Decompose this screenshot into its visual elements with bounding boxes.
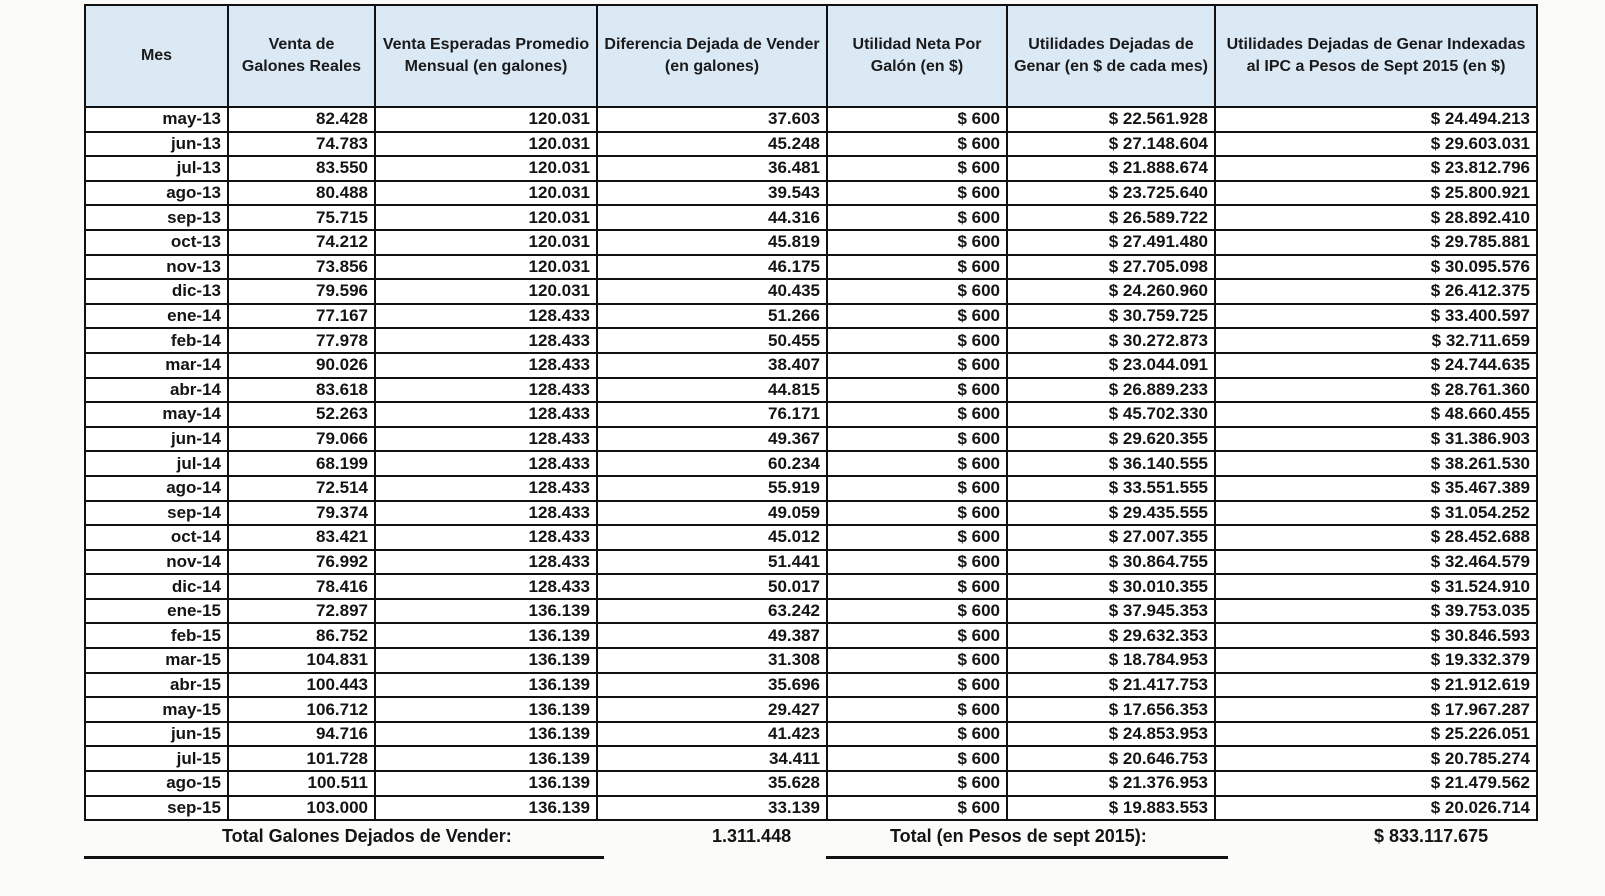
cell-diferencia: 49.059 xyxy=(597,501,827,526)
cell-utilidades-indexadas: $ 20.026.714 xyxy=(1215,796,1537,821)
cell-utilidad-neta: $ 600 xyxy=(827,255,1007,280)
cell-mes: oct-13 xyxy=(85,230,228,255)
cell-diferencia: 76.171 xyxy=(597,402,827,427)
cell-venta-galones-reales: 100.443 xyxy=(228,673,375,698)
totals-row xyxy=(84,822,1536,872)
table-row xyxy=(85,181,1537,206)
total-gallons-underline xyxy=(84,856,604,859)
cell-utilidades-indexadas: $ 17.967.287 xyxy=(1215,697,1537,722)
cell-utilidades-dejadas: $ 18.784.953 xyxy=(1007,648,1215,673)
cell-venta-galones-reales: 106.712 xyxy=(228,697,375,722)
cell-diferencia: 60.234 xyxy=(597,451,827,476)
cell-utilidades-dejadas: $ 24.260.960 xyxy=(1007,279,1215,304)
cell-venta-galones-reales: 72.897 xyxy=(228,599,375,624)
cell-mes: ene-15 xyxy=(85,599,228,624)
cell-diferencia: 45.819 xyxy=(597,230,827,255)
table-row xyxy=(85,255,1537,280)
cell-venta-esperada: 120.031 xyxy=(375,181,597,206)
cell-venta-galones-reales: 101.728 xyxy=(228,746,375,771)
cell-utilidades-dejadas: $ 24.853.953 xyxy=(1007,722,1215,747)
cell-mes: mar-14 xyxy=(85,353,228,378)
table-row xyxy=(85,353,1537,378)
table-row xyxy=(85,132,1537,157)
cell-utilidad-neta: $ 600 xyxy=(827,205,1007,230)
cell-diferencia: 34.411 xyxy=(597,746,827,771)
cell-mes: mar-15 xyxy=(85,648,228,673)
cell-venta-esperada: 128.433 xyxy=(375,550,597,575)
cell-utilidad-neta: $ 600 xyxy=(827,697,1007,722)
cell-diferencia: 55.919 xyxy=(597,476,827,501)
cell-mes: jul-15 xyxy=(85,746,228,771)
cell-utilidades-indexadas: $ 21.479.562 xyxy=(1215,771,1537,796)
cell-venta-galones-reales: 75.715 xyxy=(228,205,375,230)
cell-utilidades-indexadas: $ 26.412.375 xyxy=(1215,279,1537,304)
cell-utilidades-dejadas: $ 26.589.722 xyxy=(1007,205,1215,230)
cell-utilidades-dejadas: $ 37.945.353 xyxy=(1007,599,1215,624)
cell-utilidades-indexadas: $ 24.494.213 xyxy=(1215,107,1537,132)
cell-venta-esperada: 136.139 xyxy=(375,648,597,673)
table-row xyxy=(85,427,1537,452)
cell-utilidades-dejadas: $ 23.725.640 xyxy=(1007,181,1215,206)
table-row xyxy=(85,746,1537,771)
cell-diferencia: 38.407 xyxy=(597,353,827,378)
cell-utilidades-dejadas: $ 30.759.725 xyxy=(1007,304,1215,329)
table-row xyxy=(85,107,1537,132)
cell-utilidad-neta: $ 600 xyxy=(827,402,1007,427)
cell-venta-galones-reales: 72.514 xyxy=(228,476,375,501)
cell-diferencia: 50.017 xyxy=(597,574,827,599)
cell-utilidades-indexadas: $ 32.464.579 xyxy=(1215,550,1537,575)
cell-mes: feb-15 xyxy=(85,623,228,648)
cell-mes: ene-14 xyxy=(85,304,228,329)
cell-mes: jun-13 xyxy=(85,132,228,157)
table-row xyxy=(85,722,1537,747)
cell-diferencia: 39.543 xyxy=(597,181,827,206)
cell-venta-esperada: 136.139 xyxy=(375,697,597,722)
cell-mes: oct-14 xyxy=(85,525,228,550)
cell-utilidades-dejadas: $ 21.888.674 xyxy=(1007,156,1215,181)
cell-venta-esperada: 136.139 xyxy=(375,796,597,821)
cell-utilidades-indexadas: $ 30.846.593 xyxy=(1215,623,1537,648)
cell-utilidades-dejadas: $ 45.702.330 xyxy=(1007,402,1215,427)
cell-mes: jun-15 xyxy=(85,722,228,747)
header-diferencia: Diferencia Dejada de Vender (en galones) xyxy=(597,5,827,107)
cell-utilidades-dejadas: $ 29.620.355 xyxy=(1007,427,1215,452)
cell-venta-esperada: 136.139 xyxy=(375,746,597,771)
cell-venta-galones-reales: 79.596 xyxy=(228,279,375,304)
cell-venta-galones-reales: 82.428 xyxy=(228,107,375,132)
cell-diferencia: 35.628 xyxy=(597,771,827,796)
cell-mes: ago-13 xyxy=(85,181,228,206)
cell-venta-esperada: 120.031 xyxy=(375,156,597,181)
cell-diferencia: 37.603 xyxy=(597,107,827,132)
cell-mes: nov-14 xyxy=(85,550,228,575)
cell-utilidades-dejadas: $ 19.883.553 xyxy=(1007,796,1215,821)
cell-utilidad-neta: $ 600 xyxy=(827,771,1007,796)
cell-utilidad-neta: $ 600 xyxy=(827,525,1007,550)
cell-diferencia: 63.242 xyxy=(597,599,827,624)
cell-venta-esperada: 128.433 xyxy=(375,451,597,476)
table-row xyxy=(85,476,1537,501)
cell-venta-galones-reales: 86.752 xyxy=(228,623,375,648)
cell-mes: may-15 xyxy=(85,697,228,722)
cell-utilidades-indexadas: $ 24.744.635 xyxy=(1215,353,1537,378)
cell-venta-esperada: 136.139 xyxy=(375,599,597,624)
lost-sales-table xyxy=(84,4,1538,821)
cell-venta-esperada: 120.031 xyxy=(375,255,597,280)
cell-diferencia: 33.139 xyxy=(597,796,827,821)
total-pesos-value: $ 833.117.675 xyxy=(1374,826,1489,846)
cell-venta-galones-reales: 80.488 xyxy=(228,181,375,206)
table-row xyxy=(85,205,1537,230)
cell-utilidad-neta: $ 600 xyxy=(827,451,1007,476)
cell-utilidades-dejadas: $ 27.705.098 xyxy=(1007,255,1215,280)
cell-diferencia: 40.435 xyxy=(597,279,827,304)
table-body xyxy=(85,107,1537,820)
table-row xyxy=(85,771,1537,796)
cell-mes: jul-13 xyxy=(85,156,228,181)
table-row xyxy=(85,378,1537,403)
table-row xyxy=(85,599,1537,624)
cell-diferencia: 50.455 xyxy=(597,328,827,353)
cell-venta-esperada: 120.031 xyxy=(375,107,597,132)
cell-venta-galones-reales: 76.992 xyxy=(228,550,375,575)
cell-venta-galones-reales: 78.416 xyxy=(228,574,375,599)
cell-utilidad-neta: $ 600 xyxy=(827,378,1007,403)
cell-utilidades-indexadas: $ 23.812.796 xyxy=(1215,156,1537,181)
cell-venta-galones-reales: 83.618 xyxy=(228,378,375,403)
table-row xyxy=(85,230,1537,255)
table-row xyxy=(85,328,1537,353)
cell-utilidades-dejadas: $ 30.010.355 xyxy=(1007,574,1215,599)
cell-venta-galones-reales: 104.831 xyxy=(228,648,375,673)
cell-utilidades-dejadas: $ 29.632.353 xyxy=(1007,623,1215,648)
cell-utilidades-indexadas: $ 30.095.576 xyxy=(1215,255,1537,280)
cell-utilidades-indexadas: $ 38.261.530 xyxy=(1215,451,1537,476)
cell-diferencia: 44.815 xyxy=(597,378,827,403)
cell-utilidades-indexadas: $ 33.400.597 xyxy=(1215,304,1537,329)
cell-utilidades-indexadas: $ 19.332.379 xyxy=(1215,648,1537,673)
cell-utilidad-neta: $ 600 xyxy=(827,796,1007,821)
cell-venta-esperada: 128.433 xyxy=(375,501,597,526)
cell-utilidades-indexadas: $ 20.785.274 xyxy=(1215,746,1537,771)
cell-utilidades-indexadas: $ 35.467.389 xyxy=(1215,476,1537,501)
cell-utilidades-indexadas: $ 31.386.903 xyxy=(1215,427,1537,452)
cell-utilidades-dejadas: $ 27.148.604 xyxy=(1007,132,1215,157)
table-row xyxy=(85,279,1537,304)
cell-utilidades-dejadas: $ 30.272.873 xyxy=(1007,328,1215,353)
cell-diferencia: 45.012 xyxy=(597,525,827,550)
cell-mes: ago-15 xyxy=(85,771,228,796)
cell-utilidad-neta: $ 600 xyxy=(827,648,1007,673)
header-venta-galones-reales: Venta de Galones Reales xyxy=(228,5,375,107)
total-gallons-label: Total Galones Dejados de Vender: xyxy=(222,826,512,846)
table-header-row xyxy=(85,5,1537,107)
cell-venta-esperada: 136.139 xyxy=(375,673,597,698)
table-row xyxy=(85,501,1537,526)
cell-venta-galones-reales: 52.263 xyxy=(228,402,375,427)
cell-venta-esperada: 128.433 xyxy=(375,525,597,550)
cell-utilidades-dejadas: $ 17.656.353 xyxy=(1007,697,1215,722)
cell-venta-esperada: 120.031 xyxy=(375,132,597,157)
cell-utilidad-neta: $ 600 xyxy=(827,181,1007,206)
cell-mes: sep-15 xyxy=(85,796,228,821)
cell-diferencia: 44.316 xyxy=(597,205,827,230)
cell-mes: feb-14 xyxy=(85,328,228,353)
cell-utilidades-indexadas: $ 31.054.252 xyxy=(1215,501,1537,526)
cell-utilidad-neta: $ 600 xyxy=(827,746,1007,771)
table-row xyxy=(85,156,1537,181)
table-row xyxy=(85,574,1537,599)
cell-utilidad-neta: $ 600 xyxy=(827,279,1007,304)
cell-utilidades-indexadas: $ 29.785.881 xyxy=(1215,230,1537,255)
cell-venta-galones-reales: 94.716 xyxy=(228,722,375,747)
cell-utilidades-indexadas: $ 21.912.619 xyxy=(1215,673,1537,698)
cell-utilidad-neta: $ 600 xyxy=(827,427,1007,452)
cell-diferencia: 49.367 xyxy=(597,427,827,452)
cell-diferencia: 51.441 xyxy=(597,550,827,575)
cell-utilidad-neta: $ 600 xyxy=(827,353,1007,378)
cell-utilidad-neta: $ 600 xyxy=(827,107,1007,132)
cell-utilidades-indexadas: $ 31.524.910 xyxy=(1215,574,1537,599)
cell-diferencia: 35.696 xyxy=(597,673,827,698)
cell-utilidades-dejadas: $ 36.140.555 xyxy=(1007,451,1215,476)
header-venta-esperada: Venta Esperadas Promedio Mensual (en galones) xyxy=(375,5,597,107)
cell-utilidades-indexadas: $ 28.892.410 xyxy=(1215,205,1537,230)
cell-utilidades-indexadas: $ 29.603.031 xyxy=(1215,132,1537,157)
cell-venta-galones-reales: 79.374 xyxy=(228,501,375,526)
cell-utilidad-neta: $ 600 xyxy=(827,156,1007,181)
cell-utilidades-indexadas: $ 25.800.921 xyxy=(1215,181,1537,206)
table-row xyxy=(85,648,1537,673)
cell-utilidad-neta: $ 600 xyxy=(827,230,1007,255)
cell-mes: may-13 xyxy=(85,107,228,132)
table-row xyxy=(85,304,1537,329)
cell-venta-galones-reales: 100.511 xyxy=(228,771,375,796)
cell-venta-esperada: 128.433 xyxy=(375,476,597,501)
cell-mes: abr-15 xyxy=(85,673,228,698)
table-row xyxy=(85,673,1537,698)
cell-utilidad-neta: $ 600 xyxy=(827,599,1007,624)
table-row xyxy=(85,525,1537,550)
table-row xyxy=(85,402,1537,427)
cell-utilidades-dejadas: $ 26.889.233 xyxy=(1007,378,1215,403)
cell-mes: sep-13 xyxy=(85,205,228,230)
cell-venta-esperada: 128.433 xyxy=(375,574,597,599)
cell-utilidades-dejadas: $ 21.376.953 xyxy=(1007,771,1215,796)
cell-utilidades-dejadas: $ 33.551.555 xyxy=(1007,476,1215,501)
cell-utilidades-dejadas: $ 22.561.928 xyxy=(1007,107,1215,132)
cell-venta-esperada: 120.031 xyxy=(375,279,597,304)
cell-diferencia: 29.427 xyxy=(597,697,827,722)
table-row xyxy=(85,796,1537,821)
table-row xyxy=(85,451,1537,476)
cell-venta-galones-reales: 74.783 xyxy=(228,132,375,157)
cell-venta-esperada: 128.433 xyxy=(375,402,597,427)
cell-utilidades-dejadas: $ 27.491.480 xyxy=(1007,230,1215,255)
cell-mes: jun-14 xyxy=(85,427,228,452)
cell-utilidades-indexadas: $ 48.660.455 xyxy=(1215,402,1537,427)
cell-mes: dic-13 xyxy=(85,279,228,304)
cell-mes: dic-14 xyxy=(85,574,228,599)
cell-diferencia: 49.387 xyxy=(597,623,827,648)
cell-mes: abr-14 xyxy=(85,378,228,403)
table-row xyxy=(85,623,1537,648)
cell-venta-esperada: 128.433 xyxy=(375,328,597,353)
cell-venta-esperada: 128.433 xyxy=(375,353,597,378)
header-mes: Mes xyxy=(85,5,228,107)
cell-venta-galones-reales: 77.167 xyxy=(228,304,375,329)
cell-mes: nov-13 xyxy=(85,255,228,280)
cell-venta-esperada: 128.433 xyxy=(375,427,597,452)
cell-utilidad-neta: $ 600 xyxy=(827,328,1007,353)
table-row xyxy=(85,550,1537,575)
cell-diferencia: 45.248 xyxy=(597,132,827,157)
cell-utilidad-neta: $ 600 xyxy=(827,623,1007,648)
cell-venta-galones-reales: 73.856 xyxy=(228,255,375,280)
cell-utilidad-neta: $ 600 xyxy=(827,476,1007,501)
lost-sales-table-sheet xyxy=(84,4,1536,821)
cell-venta-esperada: 136.139 xyxy=(375,722,597,747)
cell-utilidad-neta: $ 600 xyxy=(827,722,1007,747)
cell-diferencia: 46.175 xyxy=(597,255,827,280)
cell-mes: ago-14 xyxy=(85,476,228,501)
cell-utilidades-indexadas: $ 39.753.035 xyxy=(1215,599,1537,624)
total-gallons-value: 1.311.448 xyxy=(712,826,792,846)
cell-utilidades-dejadas: $ 27.007.355 xyxy=(1007,525,1215,550)
cell-utilidad-neta: $ 600 xyxy=(827,574,1007,599)
cell-utilidades-dejadas: $ 20.646.753 xyxy=(1007,746,1215,771)
table-row xyxy=(85,697,1537,722)
cell-utilidades-dejadas: $ 23.044.091 xyxy=(1007,353,1215,378)
cell-venta-galones-reales: 74.212 xyxy=(228,230,375,255)
cell-diferencia: 41.423 xyxy=(597,722,827,747)
cell-utilidades-dejadas: $ 21.417.753 xyxy=(1007,673,1215,698)
cell-utilidades-indexadas: $ 28.761.360 xyxy=(1215,378,1537,403)
cell-venta-galones-reales: 83.421 xyxy=(228,525,375,550)
cell-utilidades-dejadas: $ 30.864.755 xyxy=(1007,550,1215,575)
cell-utilidad-neta: $ 600 xyxy=(827,550,1007,575)
cell-utilidad-neta: $ 600 xyxy=(827,501,1007,526)
total-pesos-underline xyxy=(826,856,1228,859)
cell-utilidades-indexadas: $ 32.711.659 xyxy=(1215,328,1537,353)
cell-utilidad-neta: $ 600 xyxy=(827,304,1007,329)
cell-mes: may-14 xyxy=(85,402,228,427)
cell-diferencia: 36.481 xyxy=(597,156,827,181)
total-pesos-label: Total (en Pesos de sept 2015): xyxy=(890,826,1147,846)
header-utilidades-indexadas: Utilidades Dejadas de Genar Indexadas al IPC a Pesos de Sept 2015 (en $) xyxy=(1215,5,1537,107)
cell-venta-esperada: 128.433 xyxy=(375,304,597,329)
cell-diferencia: 31.308 xyxy=(597,648,827,673)
header-utilidad-neta: Utilidad Neta Por Galón (en $) xyxy=(827,5,1007,107)
cell-diferencia: 51.266 xyxy=(597,304,827,329)
cell-utilidad-neta: $ 600 xyxy=(827,132,1007,157)
cell-venta-esperada: 120.031 xyxy=(375,230,597,255)
cell-venta-esperada: 136.139 xyxy=(375,623,597,648)
cell-venta-galones-reales: 79.066 xyxy=(228,427,375,452)
cell-mes: jul-14 xyxy=(85,451,228,476)
cell-venta-esperada: 128.433 xyxy=(375,378,597,403)
cell-venta-galones-reales: 90.026 xyxy=(228,353,375,378)
cell-venta-galones-reales: 68.199 xyxy=(228,451,375,476)
cell-venta-galones-reales: 103.000 xyxy=(228,796,375,821)
cell-venta-galones-reales: 77.978 xyxy=(228,328,375,353)
cell-venta-galones-reales: 83.550 xyxy=(228,156,375,181)
header-utilidades-dejadas: Utilidades Dejadas de Genar (en $ de cada mes) xyxy=(1007,5,1215,107)
cell-utilidades-dejadas: $ 29.435.555 xyxy=(1007,501,1215,526)
cell-utilidades-indexadas: $ 25.226.051 xyxy=(1215,722,1537,747)
cell-mes: sep-14 xyxy=(85,501,228,526)
cell-venta-esperada: 136.139 xyxy=(375,771,597,796)
cell-venta-esperada: 120.031 xyxy=(375,205,597,230)
cell-utilidad-neta: $ 600 xyxy=(827,673,1007,698)
cell-utilidades-indexadas: $ 28.452.688 xyxy=(1215,525,1537,550)
